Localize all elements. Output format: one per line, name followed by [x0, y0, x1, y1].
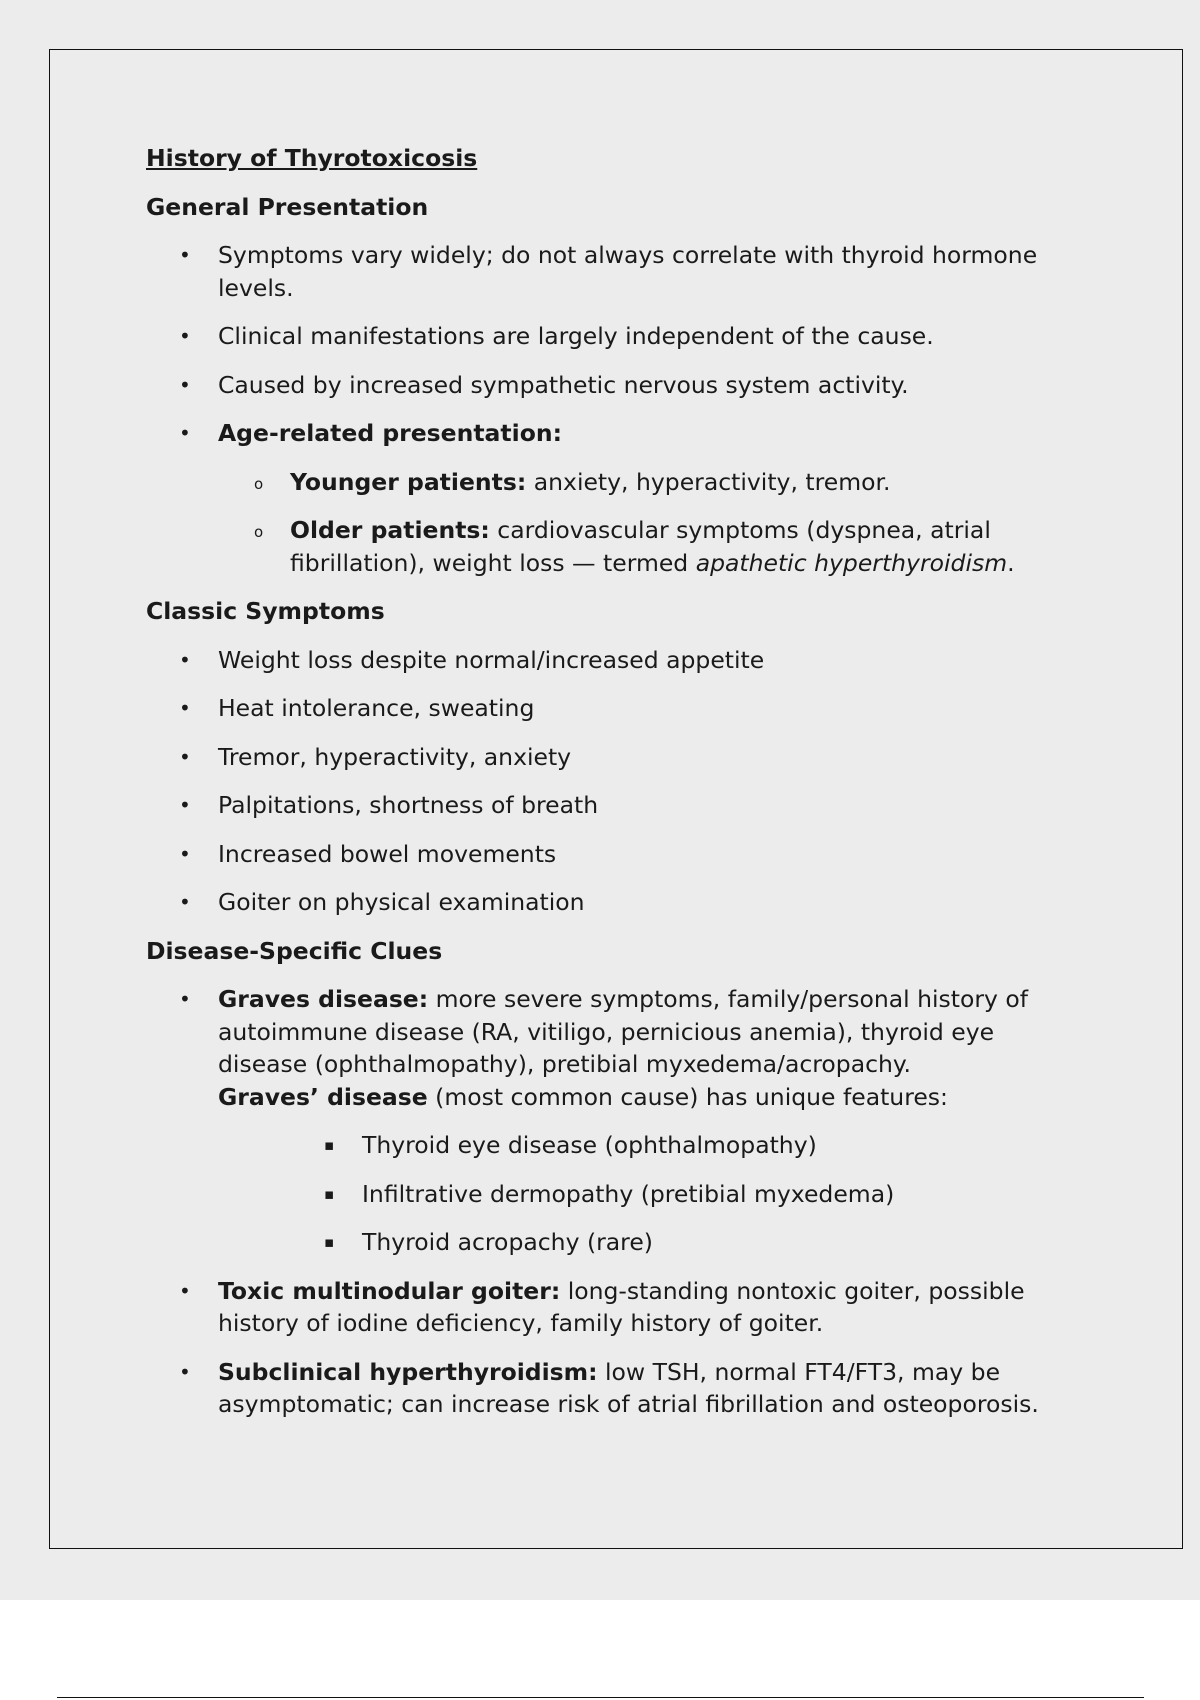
list-item: [218, 466, 1086, 499]
bullet-disc-icon: •: [179, 890, 191, 914]
list-item: [146, 789, 1086, 822]
footer-rule: [57, 1697, 1144, 1698]
bullet-disc-icon: •: [179, 793, 191, 817]
older-end: .: [1007, 548, 1015, 577]
age-label: Age-related presentation:: [218, 419, 562, 447]
list-item-tmng: [146, 1275, 1086, 1340]
bullet-disc-icon: •: [179, 372, 191, 397]
list-item: [146, 692, 1086, 725]
list-item-graves: [146, 983, 1086, 1259]
graves-label-2: Graves’ disease: [218, 1082, 428, 1111]
document-content: [146, 142, 1086, 1437]
list-item-subclinical: [146, 1356, 1086, 1421]
bullet-square-icon: ▪: [324, 1184, 335, 1203]
list-item-age: [146, 417, 1086, 579]
bullet-disc-icon: •: [179, 744, 191, 769]
section-heading-general: General Presentation: [146, 192, 429, 221]
bullet-square-icon: ▪: [324, 1233, 335, 1251]
bullet-disc-icon: •: [179, 421, 191, 445]
tmng-text: long-standing nontoxic goiter, possible history of iodine deficiency, family history of goiter.: [218, 1276, 1025, 1337]
general-list: [146, 239, 1086, 579]
section-heading-specific: Disease-Specific Clues: [146, 936, 443, 965]
list-item: [146, 741, 1086, 774]
bullet-disc-icon: •: [179, 1278, 191, 1303]
list-item-text: Thyroid eye disease (ophthalmopathy): [362, 1131, 817, 1159]
bullet-disc-icon: •: [179, 841, 191, 866]
bullet-square-icon: ▪: [324, 1136, 335, 1154]
older-term: apathetic hyperthyroidism: [695, 548, 1008, 577]
bullet-circle-icon: o: [254, 523, 264, 541]
tmng-label: Toxic multinodular goiter:: [218, 1276, 561, 1305]
older-label: Older patients:: [290, 516, 490, 544]
subclinical-label: Subclinical hyperthyroidism:: [218, 1357, 598, 1386]
list-item-text: Heat intolerance, sweating: [218, 694, 535, 722]
age-sublist: [218, 466, 1086, 580]
bullet-disc-icon: •: [179, 647, 191, 672]
list-item-text: Caused by increased sympathetic nervous system activity.: [218, 370, 909, 399]
specific-list: [146, 983, 1086, 1421]
list-item: [146, 886, 1086, 919]
list-item: [146, 320, 1086, 353]
list-item-text: Palpitations, shortness of breath: [218, 791, 599, 819]
bullet-circle-icon: o: [254, 474, 264, 493]
list-item-text: Clinical manifestations are largely independent of the cause.: [218, 322, 934, 350]
younger-label: Younger patients:: [290, 467, 527, 496]
document-title: History of Thyrotoxicosis: [146, 144, 478, 172]
list-item-text: Weight loss despite normal/increased appetite: [218, 645, 765, 674]
list-item-text: Tremor, hyperactivity, anxiety: [218, 742, 572, 771]
list-item: [218, 514, 1086, 579]
list-item-text: Symptoms vary widely; do not always correlate with thyroid hormone levels.: [218, 241, 1038, 302]
older-text: cardiovascular symptoms (dyspnea, atrial fibrillation), weight loss — termed: [290, 516, 991, 577]
list-item-text: Infiltrative dermopathy (pretibial myxedema): [362, 1179, 895, 1208]
graves-label: Graves disease:: [218, 985, 429, 1013]
list-item: [290, 1178, 1086, 1211]
list-item-text: Thyroid acropachy (rare): [362, 1228, 653, 1256]
list-item: [146, 239, 1086, 304]
list-item-text: Goiter on physical examination: [218, 888, 585, 916]
section-heading-classic: Classic Symptoms: [146, 597, 385, 625]
list-item: [146, 644, 1086, 677]
bullet-disc-icon: •: [179, 1359, 191, 1384]
bullet-disc-icon: •: [179, 324, 191, 348]
list-item: [290, 1226, 1086, 1259]
list-item: [146, 369, 1086, 402]
bullet-disc-icon: •: [179, 987, 191, 1011]
bullet-disc-icon: •: [179, 696, 191, 720]
list-item: [290, 1129, 1086, 1162]
graves-text-2: (most common cause) has unique features:: [427, 1082, 948, 1111]
graves-features-list: [290, 1129, 1086, 1259]
list-item-text: Increased bowel movements: [218, 839, 557, 868]
younger-text: anxiety, hyperactivity, tremor.: [526, 467, 891, 496]
bullet-disc-icon: •: [179, 243, 191, 267]
list-item: [146, 838, 1086, 871]
subclinical-text: low TSH, normal FT4/FT3, may be asymptomatic; can increase risk of atrial fibrillation and osteoporosis.: [218, 1357, 1039, 1418]
classic-list: [146, 644, 1086, 919]
graves-text: more severe symptoms, family/personal history of autoimmune disease (RA, vitiligo, pernicious anemia), thyroid eye disease (ophthalmopathy), pretibial myxedema/acropachy.: [218, 985, 1029, 1078]
